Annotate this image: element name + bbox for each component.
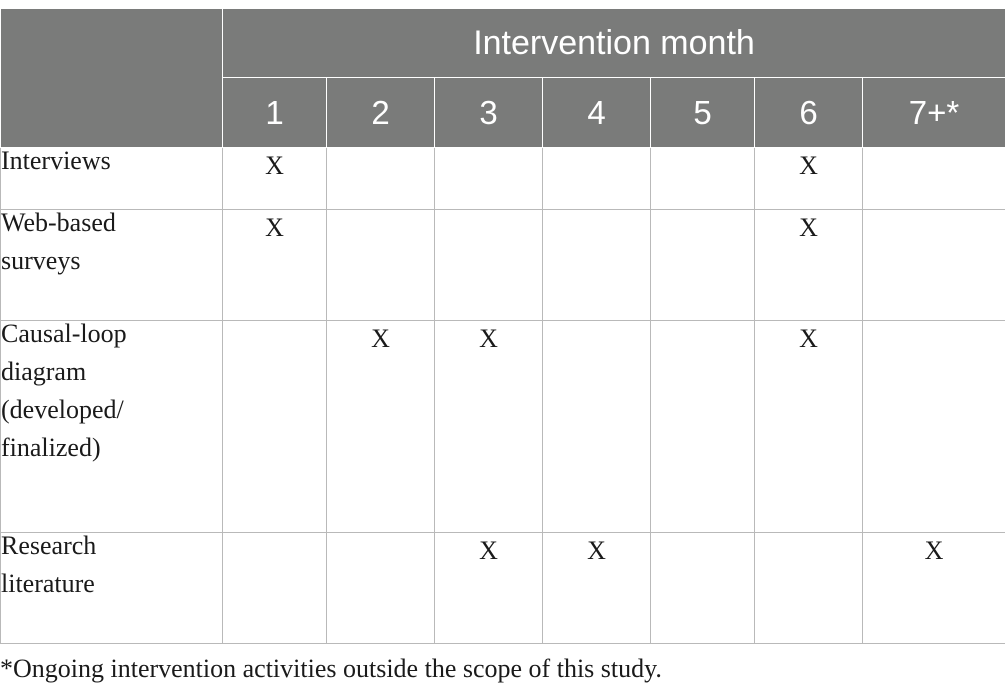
table-row — [1, 210, 1005, 321]
table-cell: X — [223, 148, 327, 210]
table-cell — [651, 533, 755, 644]
table-row — [1, 321, 1005, 533]
table-cell — [651, 148, 755, 210]
table-cell — [435, 210, 543, 321]
header-month: 4 — [543, 78, 651, 148]
table-row — [1, 533, 1005, 644]
table-cell — [755, 533, 863, 644]
header-group-title: Intervention month — [223, 9, 1005, 78]
table-cell — [223, 321, 327, 533]
table-cell — [223, 533, 327, 644]
header-corner — [1, 9, 223, 148]
table-cell — [543, 321, 651, 533]
table-cell — [543, 148, 651, 210]
header-month: 6 — [755, 78, 863, 148]
table-cell — [863, 210, 1005, 321]
header-month: 1 — [223, 78, 327, 148]
row-label: Web-based surveys — [1, 210, 223, 321]
table-cell — [435, 148, 543, 210]
table-cell — [327, 533, 435, 644]
table-cell: X — [755, 321, 863, 533]
header-month: 2 — [327, 78, 435, 148]
row-label: Causal-loop diagram (developed/ finalized) — [1, 321, 223, 533]
table-cell: X — [863, 533, 1005, 644]
table-cell: X — [543, 533, 651, 644]
table-cell — [327, 210, 435, 321]
intervention-table — [0, 8, 1005, 644]
table-cell: X — [435, 321, 543, 533]
header-month: 5 — [651, 78, 755, 148]
table-cell — [651, 210, 755, 321]
table-cell: X — [755, 148, 863, 210]
table-footnote: *Ongoing intervention activities outside the scope of this study. — [0, 654, 662, 683]
row-label: Interviews — [1, 148, 223, 210]
table-cell: X — [755, 210, 863, 321]
header-month: 7+* — [863, 78, 1005, 148]
header-month: 3 — [435, 78, 543, 148]
row-label: Research literature — [1, 533, 223, 644]
table-cell — [327, 148, 435, 210]
table-cell — [651, 321, 755, 533]
table-cell: X — [435, 533, 543, 644]
table-cell — [863, 321, 1005, 533]
table-cell — [863, 148, 1005, 210]
table-cell — [543, 210, 651, 321]
table-cell: X — [327, 321, 435, 533]
table-cell: X — [223, 210, 327, 321]
